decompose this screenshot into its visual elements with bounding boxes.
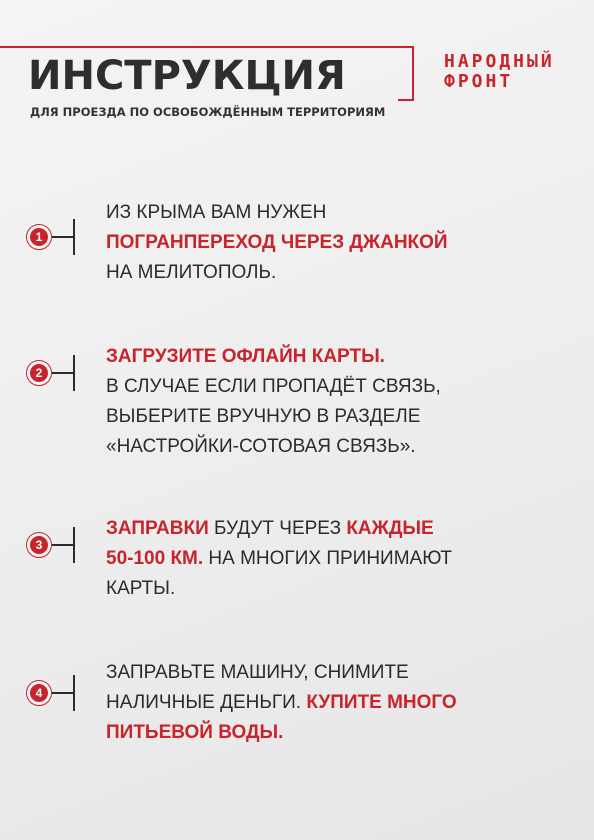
step-text-line: [106, 198, 566, 228]
step-divider: [73, 527, 75, 563]
logo-line-1: НАРОДНЫЙ: [444, 51, 555, 72]
plain-text: КАРТЫ.: [106, 578, 176, 599]
step-divider: [73, 355, 75, 391]
step-text-line: [106, 432, 566, 462]
highlighted-text: 50-100 КМ.: [106, 548, 204, 569]
step-text: [106, 342, 566, 462]
step-number-badge: [26, 532, 52, 558]
step-number: 3: [30, 536, 48, 554]
step-text-line: [106, 718, 566, 748]
highlighted-text: КУПИТЕ МНОГО: [306, 692, 457, 713]
highlighted-text: ЗАГРУЗИТЕ ОФЛАЙН КАРТЫ.: [106, 346, 385, 367]
highlighted-text: ЗАПРАВКИ: [106, 518, 209, 539]
plain-text: НАЛИЧНЫЕ ДЕНЬГИ.: [106, 692, 307, 713]
step-connector-line: [52, 692, 74, 694]
plain-text: ВЫБЕРИТЕ ВРУЧНУЮ В РАЗДЕЛЕ: [106, 406, 421, 427]
step-number: 4: [30, 684, 48, 702]
step-text: [106, 658, 566, 748]
step-text-line: [106, 658, 566, 688]
plain-text: В СЛУЧАЕ ЕСЛИ ПРОПАДЁТ СВЯЗЬ,: [106, 376, 441, 397]
page-title: ИНСТРУКЦИЯ: [28, 53, 346, 99]
step-number-badge: [26, 360, 52, 386]
plain-text: НА МЕЛИТОПОЛЬ.: [106, 262, 277, 283]
plain-text: «НАСТРОЙКИ-СОТОВАЯ СВЯЗЬ».: [106, 436, 416, 457]
step-text: [106, 198, 566, 288]
plain-text: НА МНОГИХ ПРИНИМАЮТ: [203, 548, 452, 569]
step-text-line: [106, 544, 566, 574]
step-text-line: [106, 402, 566, 432]
header-frame-right: [412, 46, 414, 101]
header-frame-bottom: [398, 99, 414, 101]
step-connector-line: [52, 544, 74, 546]
step-text-line: [106, 574, 566, 604]
step-text-line: [106, 514, 566, 544]
logo-line-2: ФРОНТ: [444, 71, 514, 92]
step-connector-line: [52, 372, 74, 374]
step-text: [106, 514, 566, 604]
brand-logo: [444, 52, 555, 92]
plain-text: ЗАПРАВЬТЕ МАШИНУ, СНИМИТЕ: [106, 662, 409, 683]
highlighted-text: ПОГРАНПЕРЕХОД ЧЕРЕЗ ДЖАНКОЙ: [106, 232, 448, 253]
step-text-line: [106, 688, 566, 718]
plain-text: БУДУТ ЧЕРЕЗ: [208, 518, 347, 539]
step-text-line: [106, 372, 566, 402]
highlighted-text: КАЖДЫЕ: [346, 518, 434, 539]
step-connector-line: [52, 236, 74, 238]
step-divider: [73, 219, 75, 255]
highlighted-text: ПИТЬЕВОЙ ВОДЫ.: [106, 722, 284, 743]
plain-text: ИЗ КРЫМА ВАМ НУЖЕН: [106, 202, 327, 223]
step-divider: [73, 675, 75, 711]
step-number: 1: [30, 228, 48, 246]
step-number-badge: [26, 224, 52, 250]
header-frame-top: [0, 46, 414, 48]
step-text-line: [106, 228, 566, 258]
step-number-badge: [26, 680, 52, 706]
page-subtitle: ДЛЯ ПРОЕЗДА ПО ОСВОБОЖДЁННЫМ ТЕРРИТОРИЯМ: [30, 105, 386, 119]
step-text-line: [106, 342, 566, 372]
step-number: 2: [30, 364, 48, 382]
step-text-line: [106, 258, 566, 288]
